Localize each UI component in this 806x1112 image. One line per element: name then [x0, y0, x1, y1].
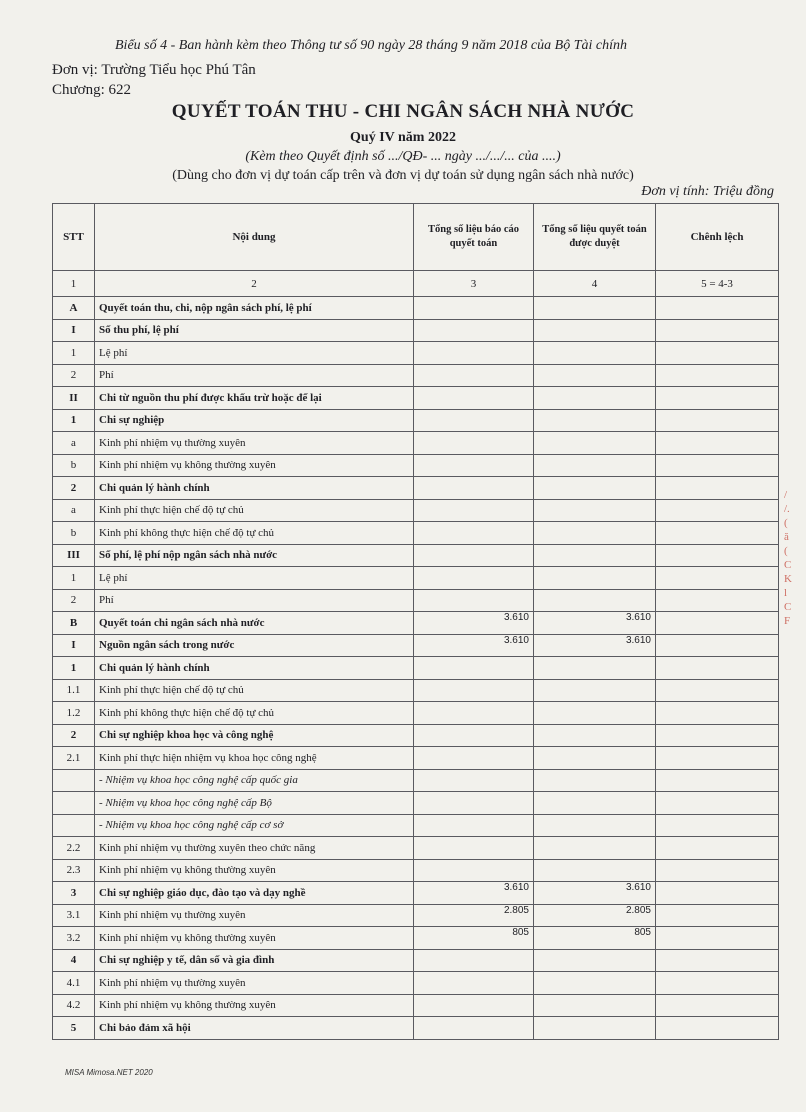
row-difference-value — [656, 747, 779, 770]
row-stt: 3.2 — [53, 927, 95, 950]
row-difference-value — [656, 634, 779, 657]
row-content: Kinh phí thực hiện chế độ tự chủ — [95, 499, 414, 522]
row-content: - Nhiệm vụ khoa học công nghệ cấp Bộ — [95, 792, 414, 815]
row-reported-value: 3.610 — [414, 882, 534, 905]
row-difference-value — [656, 364, 779, 387]
row-stt: I — [53, 634, 95, 657]
row-difference-value — [656, 927, 779, 950]
row-reported-value — [414, 364, 534, 387]
row-content: Kinh phí không thực hiện chế độ tự chủ — [95, 522, 414, 545]
table-row — [53, 769, 779, 792]
column-number: 5 = 4-3 — [656, 271, 779, 297]
row-reported-value — [414, 567, 534, 590]
row-content: - Nhiệm vụ khoa học công nghệ cấp quốc gia — [95, 769, 414, 792]
row-content: Kinh phí nhiệm vụ không thường xuyên — [95, 454, 414, 477]
row-reported-value — [414, 387, 534, 410]
row-reported-value — [414, 319, 534, 342]
table-row — [53, 634, 779, 657]
row-stt: I — [53, 319, 95, 342]
row-difference-value — [656, 409, 779, 432]
table-body — [53, 297, 779, 1040]
row-approved-value — [534, 589, 656, 612]
row-approved-value: 2.805 — [534, 904, 656, 927]
row-difference-value — [656, 1017, 779, 1040]
table-row — [53, 927, 779, 950]
table-row — [53, 364, 779, 387]
row-reported-value — [414, 837, 534, 860]
row-difference-value — [656, 387, 779, 410]
table-row — [53, 1017, 779, 1040]
row-reported-value — [414, 814, 534, 837]
column-number-row — [53, 271, 779, 297]
currency-unit: Đơn vị tính: Triệu đồng — [641, 184, 774, 199]
row-difference-value — [656, 724, 779, 747]
row-content: Kinh phí nhiệm vụ thường xuyên — [95, 432, 414, 455]
row-stt: 4.2 — [53, 994, 95, 1017]
row-approved-value — [534, 342, 656, 365]
row-approved-value — [534, 724, 656, 747]
row-difference-value — [656, 904, 779, 927]
row-difference-value — [656, 477, 779, 500]
row-reported-value — [414, 477, 534, 500]
table-row — [53, 837, 779, 860]
row-approved-value — [534, 364, 656, 387]
usage-note: (Dùng cho đơn vị dự toán cấp trên và đơn vị dự toán sử dụng ngân sách nhà nước) — [172, 168, 634, 183]
table-row — [53, 454, 779, 477]
row-stt: 1.2 — [53, 702, 95, 725]
report-title: QUYẾT TOÁN THU - CHI NGÂN SÁCH NHÀ NƯỚC — [171, 101, 635, 122]
row-content: Chi sự nghiệp y tế, dân số và gia đình — [95, 949, 414, 972]
row-approved-value — [534, 499, 656, 522]
row-stt: III — [53, 544, 95, 567]
row-approved-value — [534, 297, 656, 320]
row-approved-value — [534, 769, 656, 792]
row-content: Kinh phí nhiệm vụ thường xuyên theo chức năng — [95, 837, 414, 860]
row-reported-value — [414, 792, 534, 815]
row-content: Chi sự nghiệp giáo dục, đào tạo và dạy nghề — [95, 882, 414, 905]
row-stt: 2 — [53, 364, 95, 387]
table-row — [53, 409, 779, 432]
row-stt: 5 — [53, 1017, 95, 1040]
row-content: Chi sự nghiệp — [95, 409, 414, 432]
row-reported-value — [414, 409, 534, 432]
row-content: Số thu phí, lệ phí — [95, 319, 414, 342]
row-content: Quyết toán thu, chi, nộp ngân sách phí, lệ phí — [95, 297, 414, 320]
row-reported-value — [414, 949, 534, 972]
table-row — [53, 657, 779, 680]
row-approved-value — [534, 747, 656, 770]
row-difference-value — [656, 679, 779, 702]
table-row — [53, 882, 779, 905]
row-reported-value — [414, 342, 534, 365]
row-reported-value — [414, 544, 534, 567]
row-stt: b — [53, 522, 95, 545]
row-difference-value — [656, 882, 779, 905]
row-approved-value — [534, 859, 656, 882]
row-difference-value — [656, 657, 779, 680]
row-reported-value — [414, 657, 534, 680]
row-stt: 1 — [53, 567, 95, 590]
red-stamp-marks: / /. ( ă ( C K l C F — [784, 489, 792, 627]
row-difference-value — [656, 342, 779, 365]
row-content: Kinh phí nhiệm vụ thường xuyên — [95, 972, 414, 995]
row-content: Số phí, lệ phí nộp ngân sách nhà nước — [95, 544, 414, 567]
row-difference-value — [656, 432, 779, 455]
row-content: Kinh phí nhiệm vụ không thường xuyên — [95, 994, 414, 1017]
table-row — [53, 949, 779, 972]
row-stt: a — [53, 499, 95, 522]
row-approved-value: 3.610 — [534, 634, 656, 657]
row-approved-value — [534, 679, 656, 702]
header-reported-total: Tổng số liệu báo cáo quyết toán — [414, 204, 534, 271]
row-approved-value — [534, 522, 656, 545]
row-stt: 2 — [53, 477, 95, 500]
header-content: Nội dung — [95, 204, 414, 271]
table-row — [53, 972, 779, 995]
row-reported-value: 3.610 — [414, 612, 534, 635]
row-stt: 2 — [53, 589, 95, 612]
table-row — [53, 297, 779, 320]
decision-attachment-note: (Kèm theo Quyết định số .../QĐ- ... ngày .../.../... của ....) — [245, 149, 561, 164]
row-stt: a — [53, 432, 95, 455]
row-stt: 4 — [53, 949, 95, 972]
row-content: Kinh phí nhiệm vụ thường xuyên — [95, 904, 414, 927]
row-approved-value — [534, 432, 656, 455]
budget-chapter: Chương: 622 — [52, 82, 131, 98]
row-approved-value — [534, 657, 656, 680]
row-reported-value — [414, 522, 534, 545]
row-difference-value — [656, 769, 779, 792]
row-approved-value — [534, 792, 656, 815]
header-approved-total: Tổng số liệu quyết toán được duyệt — [534, 204, 656, 271]
row-reported-value — [414, 994, 534, 1017]
row-approved-value — [534, 544, 656, 567]
table-row — [53, 477, 779, 500]
row-approved-value — [534, 837, 656, 860]
row-difference-value — [656, 972, 779, 995]
row-content: Phí — [95, 589, 414, 612]
row-stt: B — [53, 612, 95, 635]
row-stt: 1 — [53, 657, 95, 680]
row-stt: 2.3 — [53, 859, 95, 882]
row-approved-value — [534, 319, 656, 342]
software-footer: MISA Mimosa.NET 2020 — [65, 1068, 153, 1077]
row-approved-value — [534, 477, 656, 500]
row-content: Chi quản lý hành chính — [95, 657, 414, 680]
row-difference-value — [656, 949, 779, 972]
row-difference-value — [656, 297, 779, 320]
row-approved-value — [534, 454, 656, 477]
row-stt: II — [53, 387, 95, 410]
row-approved-value — [534, 387, 656, 410]
row-approved-value — [534, 972, 656, 995]
row-difference-value — [656, 544, 779, 567]
row-content: Chi sự nghiệp khoa học và công nghệ — [95, 724, 414, 747]
row-content: - Nhiệm vụ khoa học công nghệ cấp cơ sở — [95, 814, 414, 837]
row-reported-value — [414, 589, 534, 612]
row-difference-value — [656, 837, 779, 860]
row-reported-value — [414, 432, 534, 455]
row-difference-value — [656, 792, 779, 815]
column-number: 4 — [534, 271, 656, 297]
table-row — [53, 342, 779, 365]
table-row — [53, 904, 779, 927]
row-stt: 4.1 — [53, 972, 95, 995]
row-content: Nguồn ngân sách trong nước — [95, 634, 414, 657]
row-reported-value — [414, 1017, 534, 1040]
row-content: Phí — [95, 364, 414, 387]
row-reported-value — [414, 972, 534, 995]
table-row — [53, 522, 779, 545]
table-row — [53, 319, 779, 342]
row-approved-value — [534, 702, 656, 725]
row-approved-value — [534, 814, 656, 837]
row-reported-value — [414, 454, 534, 477]
row-approved-value — [534, 994, 656, 1017]
row-stt — [53, 814, 95, 837]
row-reported-value: 2.805 — [414, 904, 534, 927]
row-stt: 3.1 — [53, 904, 95, 927]
row-stt: 1 — [53, 409, 95, 432]
row-approved-value: 805 — [534, 927, 656, 950]
row-approved-value — [534, 1017, 656, 1040]
row-reported-value — [414, 769, 534, 792]
organization-unit: Đơn vị: Trường Tiểu học Phú Tân — [52, 62, 256, 78]
row-difference-value — [656, 589, 779, 612]
row-content: Kinh phí không thực hiện chế độ tự chủ — [95, 702, 414, 725]
row-content: Kinh phí nhiệm vụ không thường xuyên — [95, 859, 414, 882]
table-row — [53, 612, 779, 635]
row-approved-value — [534, 409, 656, 432]
table-row — [53, 994, 779, 1017]
row-reported-value — [414, 297, 534, 320]
row-content: Chi từ nguồn thu phí được khấu trừ hoặc để lại — [95, 387, 414, 410]
row-stt: 2.1 — [53, 747, 95, 770]
row-reported-value: 3.610 — [414, 634, 534, 657]
row-difference-value — [656, 522, 779, 545]
table-row — [53, 747, 779, 770]
row-content: Kinh phí thực hiện nhiệm vụ khoa học công nghệ — [95, 747, 414, 770]
row-difference-value — [656, 814, 779, 837]
column-number: 2 — [95, 271, 414, 297]
row-content: Chi quản lý hành chính — [95, 477, 414, 500]
table-row — [53, 499, 779, 522]
row-difference-value — [656, 612, 779, 635]
row-difference-value — [656, 859, 779, 882]
row-content: Chi bảo đảm xã hội — [95, 1017, 414, 1040]
row-approved-value — [534, 567, 656, 590]
row-content: Kinh phí nhiệm vụ không thường xuyên — [95, 927, 414, 950]
row-content: Lệ phí — [95, 342, 414, 365]
row-difference-value — [656, 702, 779, 725]
row-approved-value — [534, 949, 656, 972]
row-reported-value — [414, 499, 534, 522]
table-row — [53, 814, 779, 837]
row-approved-value: 3.610 — [534, 882, 656, 905]
header-stt: STT — [53, 204, 95, 271]
row-content: Kinh phí thực hiện chế độ tự chủ — [95, 679, 414, 702]
table-row — [53, 792, 779, 815]
table-row — [53, 702, 779, 725]
row-content: Quyết toán chi ngân sách nhà nước — [95, 612, 414, 635]
row-reported-value — [414, 724, 534, 747]
header-difference: Chênh lệch — [656, 204, 779, 271]
row-stt — [53, 792, 95, 815]
row-stt: b — [53, 454, 95, 477]
table-row — [53, 679, 779, 702]
row-difference-value — [656, 994, 779, 1017]
table-row — [53, 544, 779, 567]
table-row — [53, 387, 779, 410]
column-number: 1 — [53, 271, 95, 297]
row-difference-value — [656, 567, 779, 590]
table-row — [53, 859, 779, 882]
table-row — [53, 724, 779, 747]
report-period: Quý IV năm 2022 — [350, 130, 456, 145]
row-stt: 3 — [53, 882, 95, 905]
row-reported-value: 805 — [414, 927, 534, 950]
row-difference-value — [656, 499, 779, 522]
row-stt: A — [53, 297, 95, 320]
row-stt: 1 — [53, 342, 95, 365]
column-number: 3 — [414, 271, 534, 297]
table-header-row — [53, 204, 779, 271]
table-row — [53, 432, 779, 455]
row-reported-value — [414, 679, 534, 702]
circular-reference-note: Biểu số 4 - Ban hành kèm theo Thông tư số 90 ngày 28 tháng 9 năm 2018 của Bộ Tài chính — [115, 38, 627, 53]
row-stt — [53, 769, 95, 792]
row-content: Lệ phí — [95, 567, 414, 590]
budget-table — [52, 203, 779, 1040]
row-approved-value: 3.610 — [534, 612, 656, 635]
table-row — [53, 567, 779, 590]
row-difference-value — [656, 454, 779, 477]
row-reported-value — [414, 859, 534, 882]
row-reported-value — [414, 747, 534, 770]
row-stt: 2 — [53, 724, 95, 747]
row-stt: 1.1 — [53, 679, 95, 702]
row-reported-value — [414, 702, 534, 725]
row-stt: 2.2 — [53, 837, 95, 860]
row-difference-value — [656, 319, 779, 342]
table-row — [53, 589, 779, 612]
